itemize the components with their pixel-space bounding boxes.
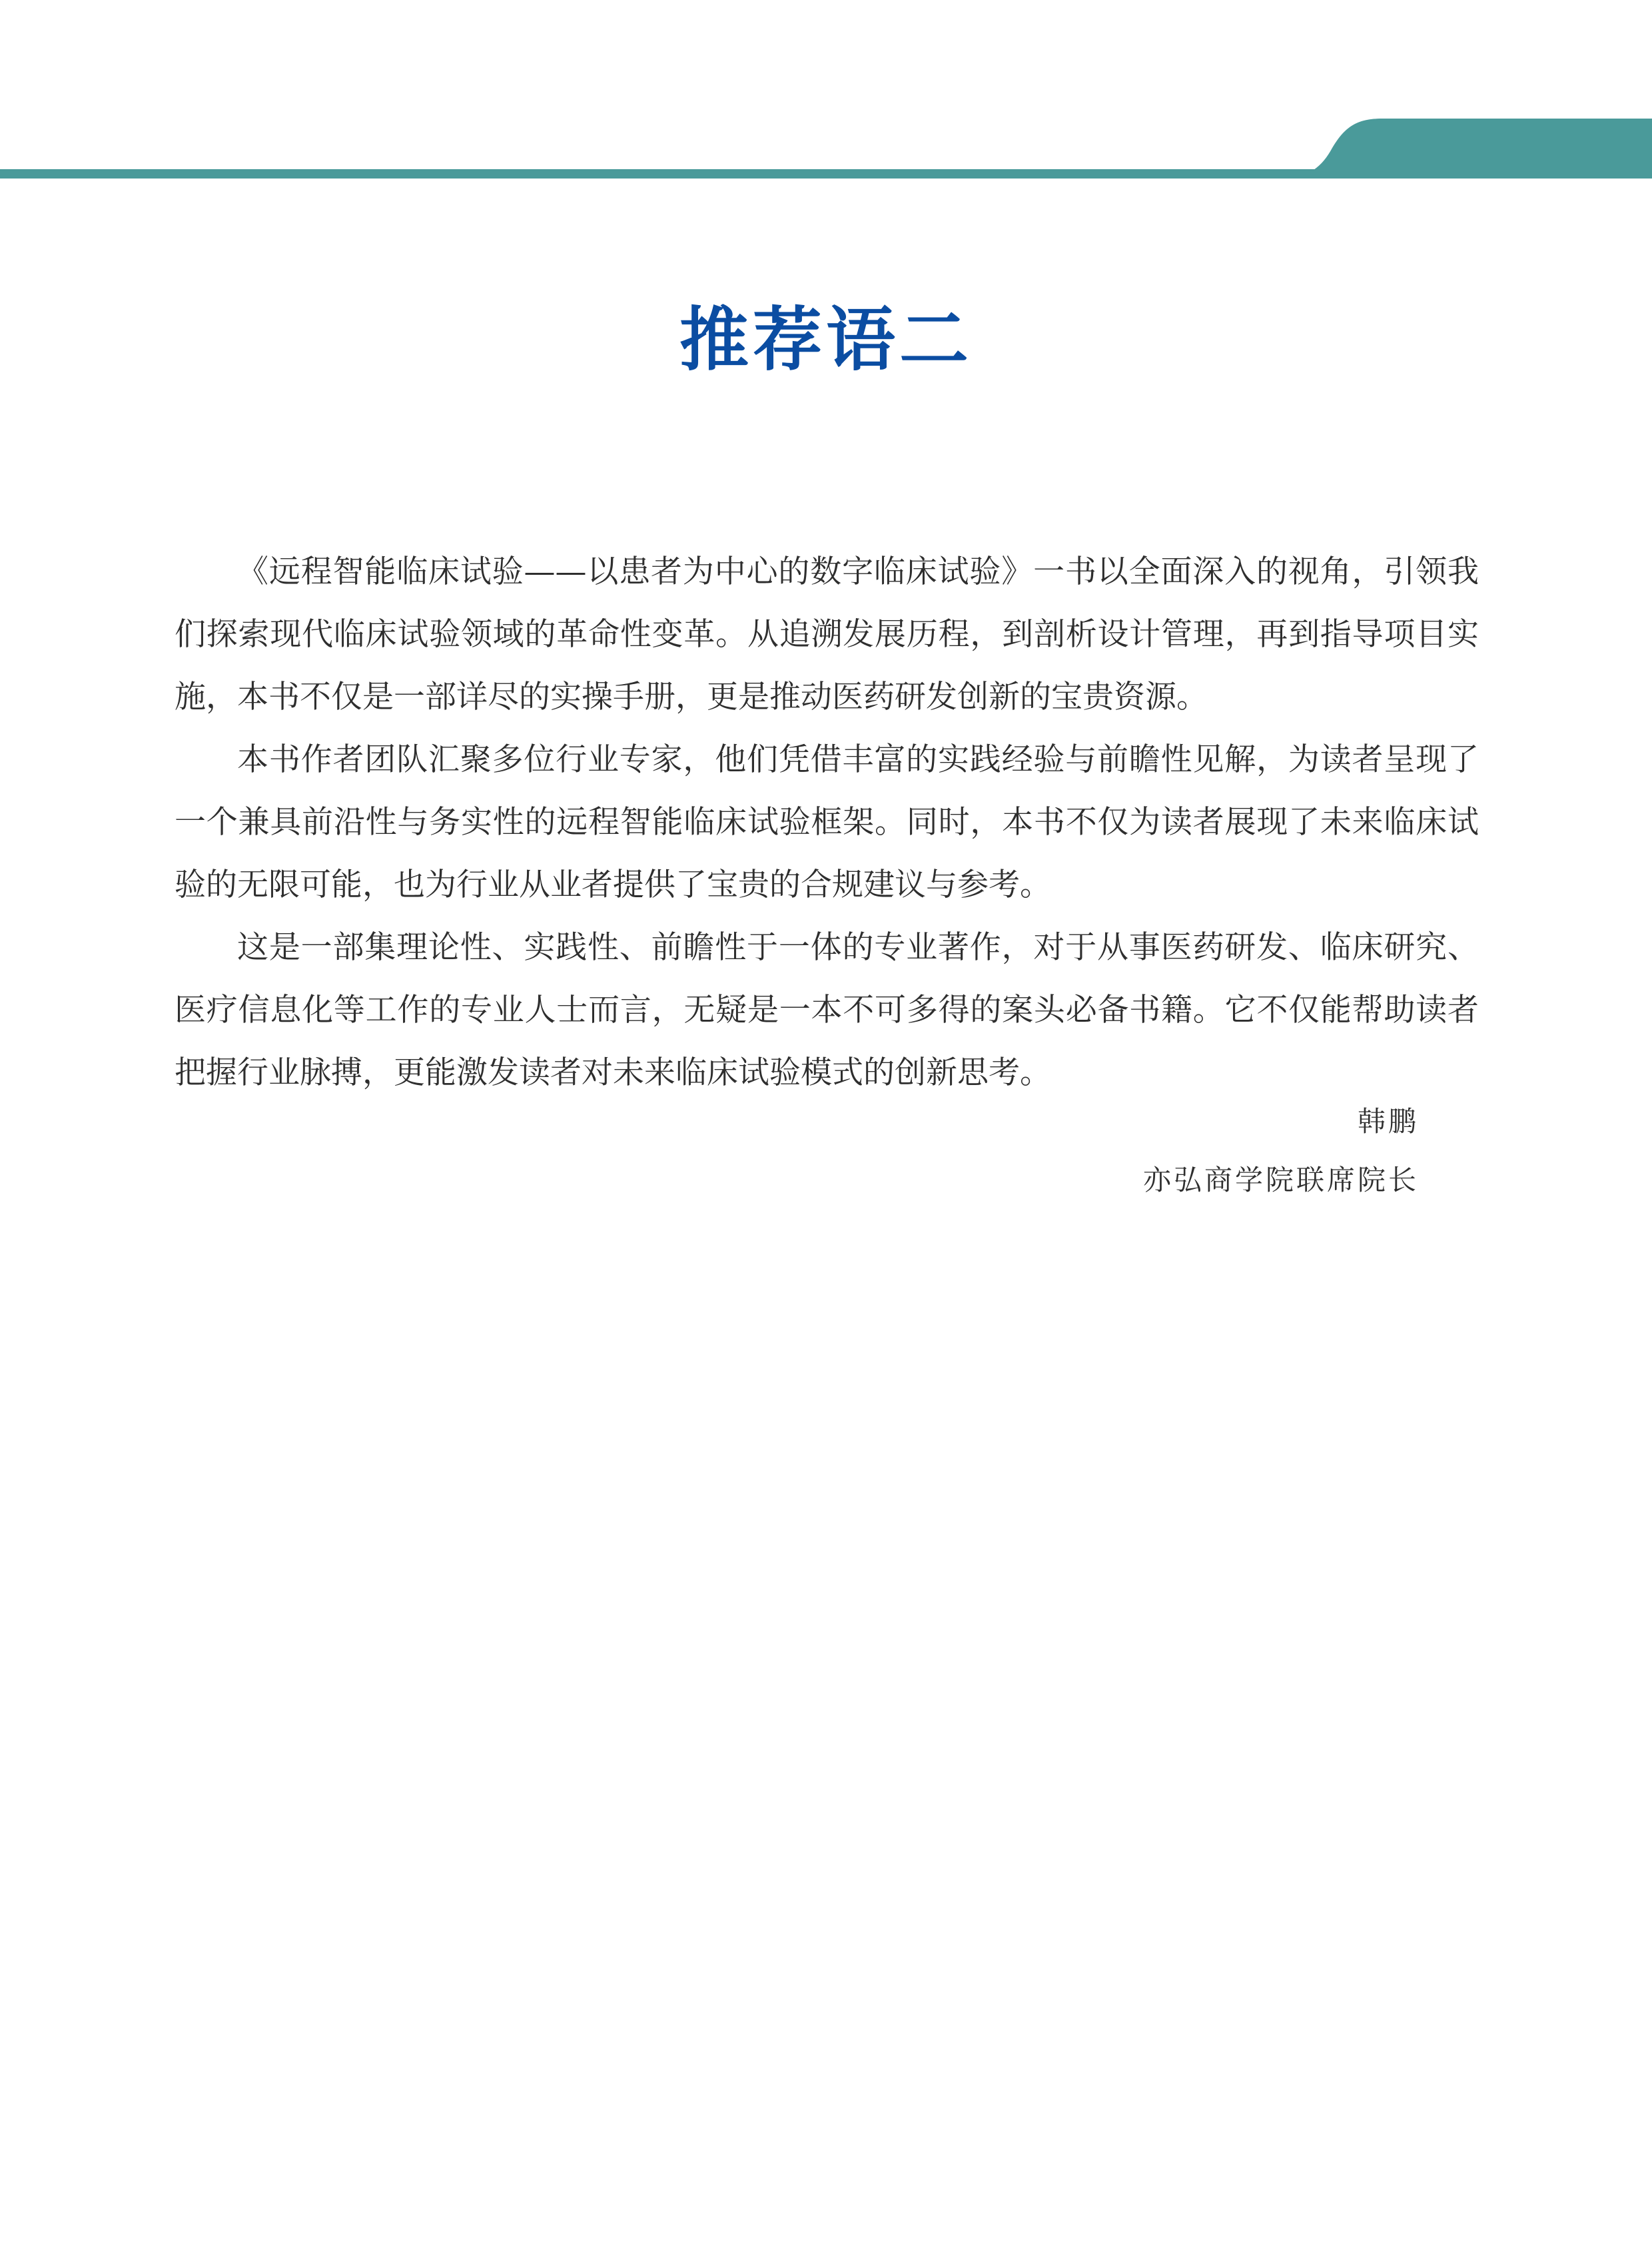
header-decoration-band <box>0 0 1652 187</box>
header-tab-shape <box>1286 119 1652 179</box>
paragraph-1: 《远程智能临床试验——以患者为中心的数字临床试验》一书以全面深入的视角，引领我们探索现代临床试验领域的革命性变革。从追溯发展历程，到剖析设计管理，再到指导项目实施，本书不仅是一部详尽的实操手册，更是推动医药研发创新的宝贵资源。 <box>175 554 1479 715</box>
signature-affiliation: 亦弘商学院联席院长 <box>1142 1164 1419 1196</box>
page-title: 推荐语二 <box>679 298 973 380</box>
paragraph-3: 这是一部集理论性、实践性、前瞻性于一体的专业著作，对于从事医药研发、临床研究、医疗信息化等工作的专业人士而言，无疑是一本不可多得的案头必备书籍。它不仅能帮助读者把握行业脉搏，更能激发读者对未来临床试验模式的创新思考。 <box>175 929 1479 1091</box>
signature-block <box>1143 1092 1419 1210</box>
body-text <box>175 541 1479 1104</box>
paragraph-2: 本书作者团队汇聚多位行业专家，他们凭借丰富的实践经验与前瞻性见解，为读者呈现了一个兼具前沿性与务实性的远程智能临床试验框架。同时，本书不仅为读者展现了未来临床试验的无限可能，也为行业从业者提供了宝贵的合规建议与参考。 <box>175 741 1479 903</box>
signature-name: 韩鹏 <box>1357 1105 1419 1138</box>
